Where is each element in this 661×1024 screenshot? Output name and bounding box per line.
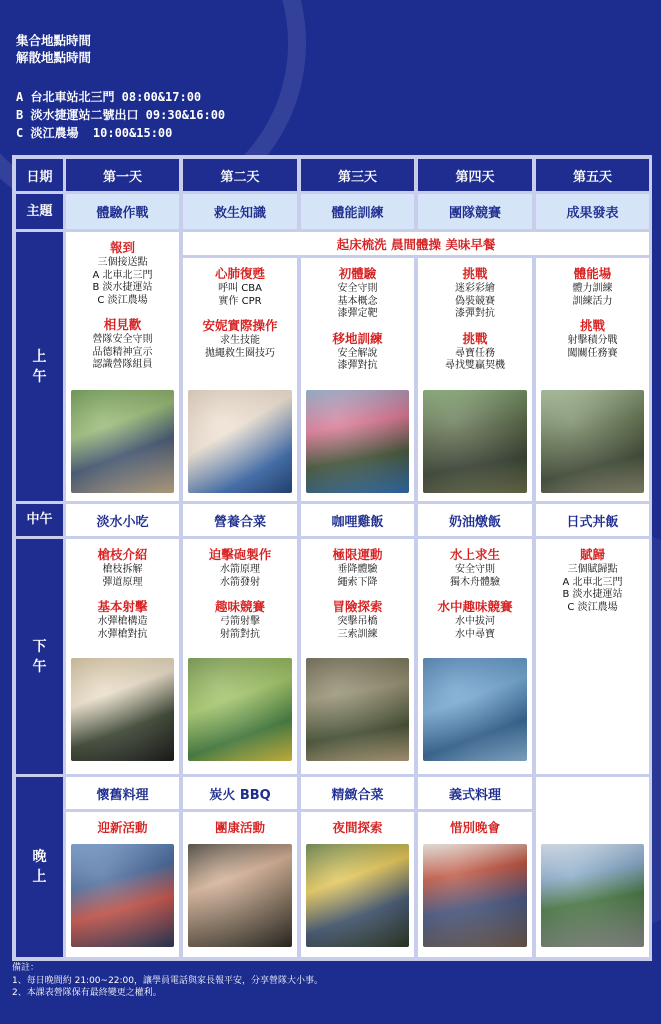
activity-title: 水上求生	[449, 547, 500, 562]
evening-activity-day-3: 夜間探索	[301, 812, 414, 842]
activity-title: 基本射擊	[97, 599, 148, 614]
photo-group-games	[188, 844, 292, 947]
activity-title: 初體驗	[338, 266, 377, 281]
photo-orientation-kids	[71, 390, 174, 493]
lunch-day-4: 奶油燉飯	[418, 504, 532, 536]
morning-day-3	[301, 258, 414, 501]
activity-detail: A 北車北三門	[92, 269, 153, 281]
activity-detail: 漆彈對抗	[337, 360, 378, 371]
lunch-day-1: 淡水小吃	[66, 504, 179, 536]
block-gap	[301, 321, 414, 327]
activity-detail: 獨木舟體驗	[450, 576, 500, 588]
activity-detail: 安全守則	[337, 283, 378, 294]
activity-detail: 垂降體驗	[337, 564, 378, 575]
dinner-day-1: 懷舊料理	[66, 777, 179, 809]
activity-detail: 水箭發射	[220, 576, 260, 588]
block-gap	[301, 589, 414, 595]
row-label-noon: 中午	[16, 504, 63, 536]
activity-detail: 三個接送點	[97, 257, 148, 268]
activity-detail: C 淡江農場	[97, 294, 148, 306]
activity-detail: 射擊積分戰	[567, 335, 618, 346]
activity-title: 迫擊砲製作	[208, 547, 272, 562]
activity-detail: 迷彩彩繪	[455, 283, 495, 294]
activity-detail: A 北車北三門	[562, 576, 623, 588]
wakeup-routine: 起床梳洗 晨間體操 美味早餐	[183, 232, 649, 255]
day-header-5: 第五天	[536, 159, 649, 191]
lunch-day-2: 營養合菜	[183, 504, 297, 536]
evening-day-4	[418, 812, 532, 957]
location-a: A 台北車站北三門 08:00&17:00	[16, 90, 202, 104]
activity-detail: 體力訓練	[572, 283, 613, 294]
activity-detail: 營隊安全守則	[92, 334, 153, 345]
activity-title: 挑戰	[462, 330, 488, 346]
day-header-2: 第二天	[183, 159, 297, 191]
block-gap	[183, 308, 297, 314]
photo-paintball-helmet	[306, 390, 409, 493]
theme-day-5: 成果發表	[536, 194, 649, 229]
activity-detail: 繩索下降	[337, 576, 378, 588]
block-gap	[418, 589, 532, 595]
photo-camouflage-team	[423, 390, 527, 493]
morning-day-3-activities	[301, 258, 414, 373]
afternoon-day-1	[66, 539, 179, 774]
activity-detail: 水彈槍構造	[97, 616, 148, 627]
afternoon-day-4-activities	[418, 539, 532, 641]
gather-title: 集合地點時間	[16, 33, 92, 48]
activity-detail: 漆彈對抗	[455, 308, 495, 319]
photo-shooting-game	[541, 390, 644, 493]
evening-activity-day-2: 團康活動	[183, 812, 297, 842]
afternoon-day-2-activities	[183, 539, 297, 641]
activity-title: 水中趣味競賽	[437, 599, 513, 614]
activity-title: 槍枝介紹	[97, 547, 148, 562]
activity-title: 心肺復甦	[214, 266, 265, 281]
photo-rappelling-kid	[306, 658, 409, 761]
dinner-day-2: 炭火 BBQ	[183, 777, 297, 809]
dinner-day-3: 精緻合菜	[301, 777, 414, 809]
activity-detail: 三索訓練	[337, 628, 378, 640]
location-c: C 淡江農場 10:00&15:00	[16, 126, 173, 140]
evening-day-2	[183, 812, 297, 957]
photo-group-farewell	[541, 844, 644, 947]
photo-water-survival	[423, 658, 527, 761]
day-header-1: 第一天	[66, 159, 179, 191]
dismiss-title: 解散地點時間	[16, 50, 92, 65]
activity-title: 趣味競賽	[214, 599, 265, 614]
morning-day-5	[536, 258, 649, 501]
lunch-day-5: 日式丼飯	[536, 504, 649, 536]
activity-title: 冒險探索	[332, 599, 383, 614]
row-label-evening: 晚 上	[16, 777, 63, 957]
block-gap	[183, 589, 297, 595]
evening-activity-day-4: 惜別晚會	[418, 812, 532, 842]
activity-detail: B 淡水捷運站	[92, 282, 153, 293]
activity-title: 賦歸	[579, 547, 605, 562]
theme-day-1: 體驗作戰	[66, 194, 179, 229]
photo-night-exploration	[306, 844, 409, 947]
day-header-4: 第四天	[418, 159, 532, 191]
activity-detail: 尋找雙贏契機	[445, 360, 505, 371]
activity-detail: 安全守則	[455, 564, 495, 575]
morning-day-1	[66, 232, 179, 501]
evening-day-3	[301, 812, 414, 957]
theme-day-3: 體能訓練	[301, 194, 414, 229]
activity-detail: 槍枝拆解	[102, 564, 143, 575]
morning-day-4	[418, 258, 532, 501]
afternoon-day-5	[536, 539, 649, 774]
activity-detail: 尋寶任務	[455, 347, 495, 359]
activity-title: 挑戰	[579, 318, 605, 333]
morning-day-2	[183, 258, 297, 501]
activity-detail: 水中拔河	[455, 616, 495, 627]
activity-detail: 認識營隊組員	[92, 359, 153, 370]
activity-detail: 弓箭射擊	[220, 616, 260, 627]
morning-day-4-activities	[418, 258, 532, 373]
block-gap	[536, 308, 649, 314]
activity-detail: 求生技能	[220, 335, 260, 346]
activity-detail: 安全解說	[337, 347, 378, 359]
row-label-morning: 上 午	[16, 232, 63, 501]
activity-detail: 彈道原理	[102, 576, 143, 588]
afternoon-day-4	[418, 539, 532, 774]
activity-detail: 拋繩救生圈技巧	[205, 347, 275, 359]
day-header-3: 第三天	[301, 159, 414, 191]
afternoon-day-1-activities	[66, 539, 179, 641]
activity-title: 相見歡	[103, 317, 142, 332]
lunch-day-3: 咖哩雞飯	[301, 504, 414, 536]
activity-detail: 水中尋寶	[455, 628, 495, 640]
photo-welcome-party	[71, 844, 174, 947]
evening-activity-day-1: 迎新活動	[66, 812, 179, 842]
evening-day-5	[536, 777, 649, 957]
photo-water-gun-kid	[71, 658, 174, 761]
afternoon-day-5-activities	[536, 539, 649, 614]
activity-detail: C 淡江農場	[567, 601, 618, 613]
block-gap	[418, 321, 532, 327]
theme-day-2: 救生知識	[183, 194, 297, 229]
morning-day-5-activities	[536, 258, 649, 360]
notes-heading: 備註：	[12, 963, 40, 973]
activity-detail: B 淡水捷運站	[562, 589, 623, 600]
note-item-2: 2、本課表營隊保有最終變更之權利。	[12, 988, 162, 998]
schedule-table	[12, 155, 652, 961]
activity-title: 體能場	[573, 266, 612, 281]
activity-detail: 射箭對抗	[220, 628, 260, 640]
activity-title: 移地訓練	[332, 330, 383, 346]
activity-title: 安妮實際操作	[202, 318, 278, 333]
afternoon-day-2	[183, 539, 297, 774]
activity-detail: 漆彈定靶	[337, 308, 378, 319]
activity-detail: 水彈槍對抗	[97, 628, 148, 640]
activity-detail: 實作 CPR	[218, 295, 262, 307]
location-b: B 淡水捷運站二號出口 09:30&16:00	[16, 108, 226, 122]
morning-day-1-activities	[66, 232, 179, 372]
notes	[12, 962, 323, 1000]
activity-detail: 呼叫 CBA	[218, 283, 262, 294]
dinner-day-4: 義式料理	[418, 777, 532, 809]
photo-farewell-party	[423, 844, 527, 947]
theme-day-4: 團隊競賽	[418, 194, 532, 229]
corner-date-header: 日期	[16, 159, 63, 191]
photo-cpr-practice	[188, 390, 292, 493]
activity-detail: 突擊吊橋	[337, 616, 378, 627]
activity-title: 挑戰	[462, 266, 488, 281]
activity-title: 極限運動	[332, 547, 383, 562]
block-gap	[66, 589, 179, 595]
row-label-afternoon: 下 午	[16, 539, 63, 774]
activity-title: 報到	[109, 240, 135, 255]
row-label-theme: 主題	[16, 194, 63, 229]
evening-day-1	[66, 812, 179, 957]
photo-water-rocket	[188, 658, 292, 761]
block-gap	[66, 307, 179, 313]
note-item-1: 1、每日晚間約 21:00~22:00，讓學員電話與家長報平安，分享營隊大小事。	[12, 975, 324, 986]
afternoon-day-3-activities	[301, 539, 414, 641]
activity-detail: 三個賦歸點	[567, 564, 618, 575]
activity-detail: 水箭原理	[220, 564, 260, 575]
afternoon-day-3	[301, 539, 414, 774]
activity-detail: 基本概念	[337, 295, 378, 307]
activity-detail: 品德精神宣示	[92, 346, 153, 358]
morning-day-2-activities	[183, 258, 297, 360]
activity-detail: 訓練活力	[572, 295, 613, 307]
activity-detail: 偽裝競賽	[455, 295, 495, 307]
activity-detail: 闖關任務賽	[567, 347, 618, 359]
